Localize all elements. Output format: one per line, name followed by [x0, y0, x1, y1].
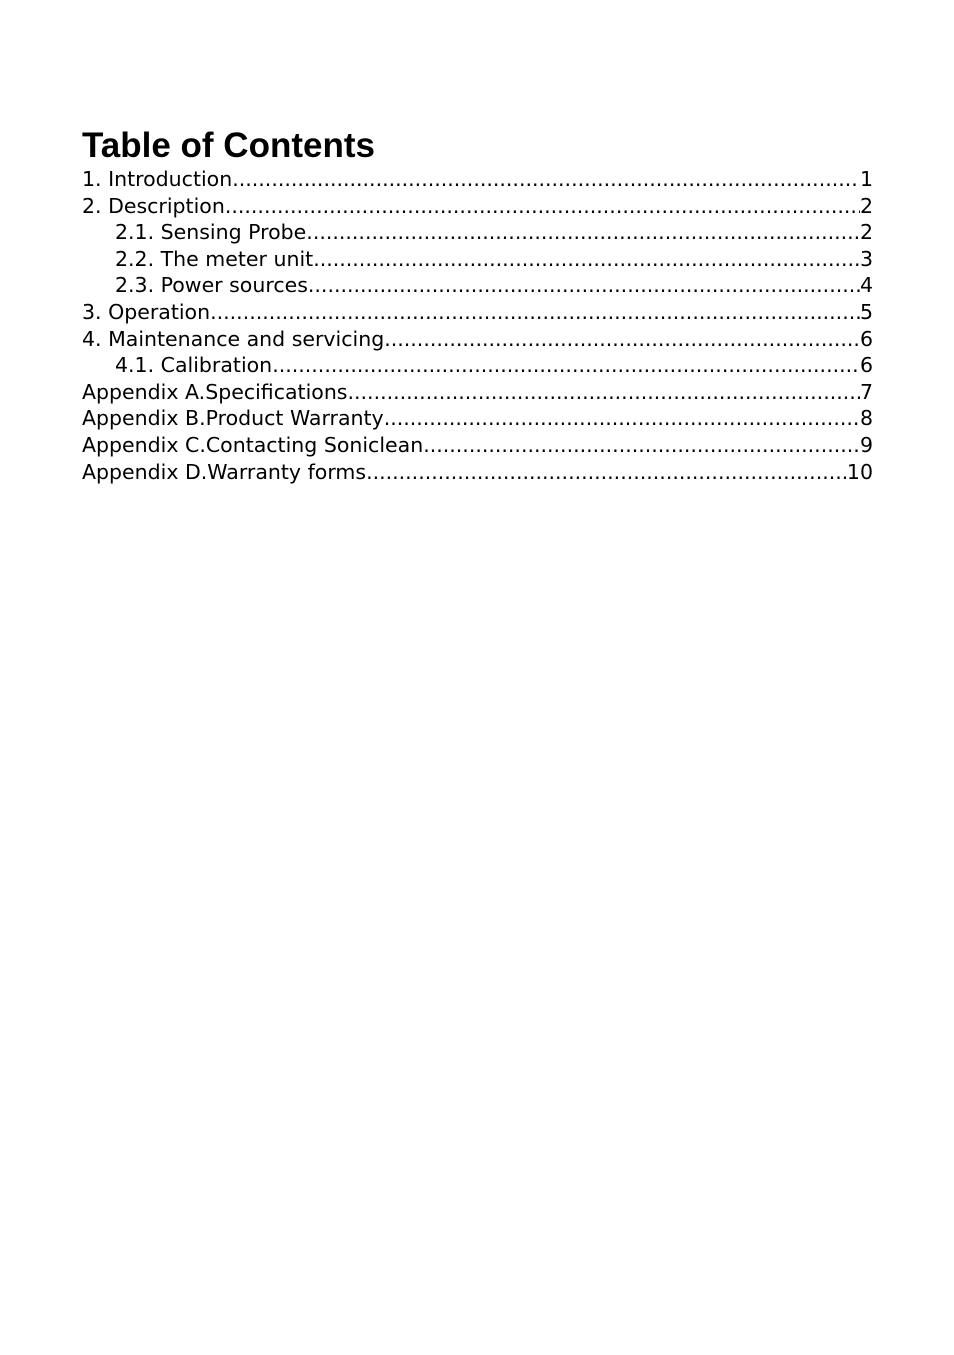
toc-title: Table of Contents	[82, 126, 375, 165]
toc-entry-text: 1. Introduction	[82, 167, 233, 191]
toc-entry-text: 2.1. Sensing Probe	[115, 220, 307, 245]
toc-page-number: 8	[859, 406, 873, 431]
toc-entry-maintenance[interactable]	[82, 326, 873, 353]
toc-entry-text: 2. Description	[82, 193, 225, 218]
toc-entry-power-sources[interactable]	[82, 272, 873, 299]
toc-page-number: 6	[859, 353, 873, 378]
toc-dot-leader	[306, 219, 860, 246]
toc-dot-leader	[366, 459, 847, 486]
toc-dot-leader	[210, 299, 860, 326]
toc-entry-appendix-b[interactable]	[82, 405, 873, 432]
toc-dot-leader	[384, 326, 860, 353]
toc-entry-appendix-c[interactable]	[82, 432, 873, 459]
toc-dot-leader	[232, 166, 860, 193]
toc-entry-meter-unit[interactable]	[82, 246, 873, 273]
toc-list	[82, 166, 873, 485]
toc-page-number: 7	[859, 379, 873, 404]
toc-entry-text: 2.3. Power sources	[115, 273, 308, 298]
toc-page-number: 1	[859, 167, 873, 191]
toc-dot-leader	[313, 246, 860, 273]
toc-entry-text: 2.2. The meter unit	[115, 246, 314, 271]
toc-page-number: 5	[859, 299, 873, 324]
table-of-contents	[82, 124, 873, 485]
toc-entry-sensing-probe[interactable]	[82, 219, 873, 246]
toc-entry-text: Appendix D.Warranty forms	[82, 459, 367, 484]
toc-entry-appendix-d[interactable]	[82, 459, 873, 486]
toc-dot-leader	[384, 405, 860, 432]
toc-dot-leader	[308, 272, 860, 299]
toc-entry-text: 4. Maintenance and servicing	[82, 326, 385, 351]
toc-dot-leader	[272, 352, 860, 379]
toc-page-number: 4	[859, 273, 873, 298]
toc-entry-text: Appendix A.Specifications	[82, 379, 348, 404]
toc-page-number: 2	[859, 193, 873, 218]
toc-page-number: 6	[859, 326, 873, 351]
toc-entry-calibration[interactable]	[82, 352, 873, 379]
toc-entry-text: 3. Operation	[82, 299, 211, 324]
toc-entry-introduction[interactable]	[82, 166, 873, 193]
toc-entry-appendix-a[interactable]	[82, 379, 873, 406]
toc-page-number: 2	[859, 220, 873, 245]
toc-entry-description[interactable]	[82, 193, 873, 220]
toc-page-number: 10	[846, 459, 873, 484]
toc-page-number: 9	[859, 432, 873, 457]
toc-entry-text: Appendix B.Product Warranty	[82, 406, 384, 431]
toc-dot-leader	[225, 193, 860, 220]
toc-entry-text: 4.1. Calibration	[115, 353, 273, 378]
toc-dot-leader	[423, 432, 860, 459]
toc-dot-leader	[348, 379, 860, 406]
toc-page-number: 3	[859, 246, 873, 271]
toc-entry-text: Appendix C.Contacting Soniclean	[82, 432, 424, 457]
toc-entry-operation[interactable]	[82, 299, 873, 326]
